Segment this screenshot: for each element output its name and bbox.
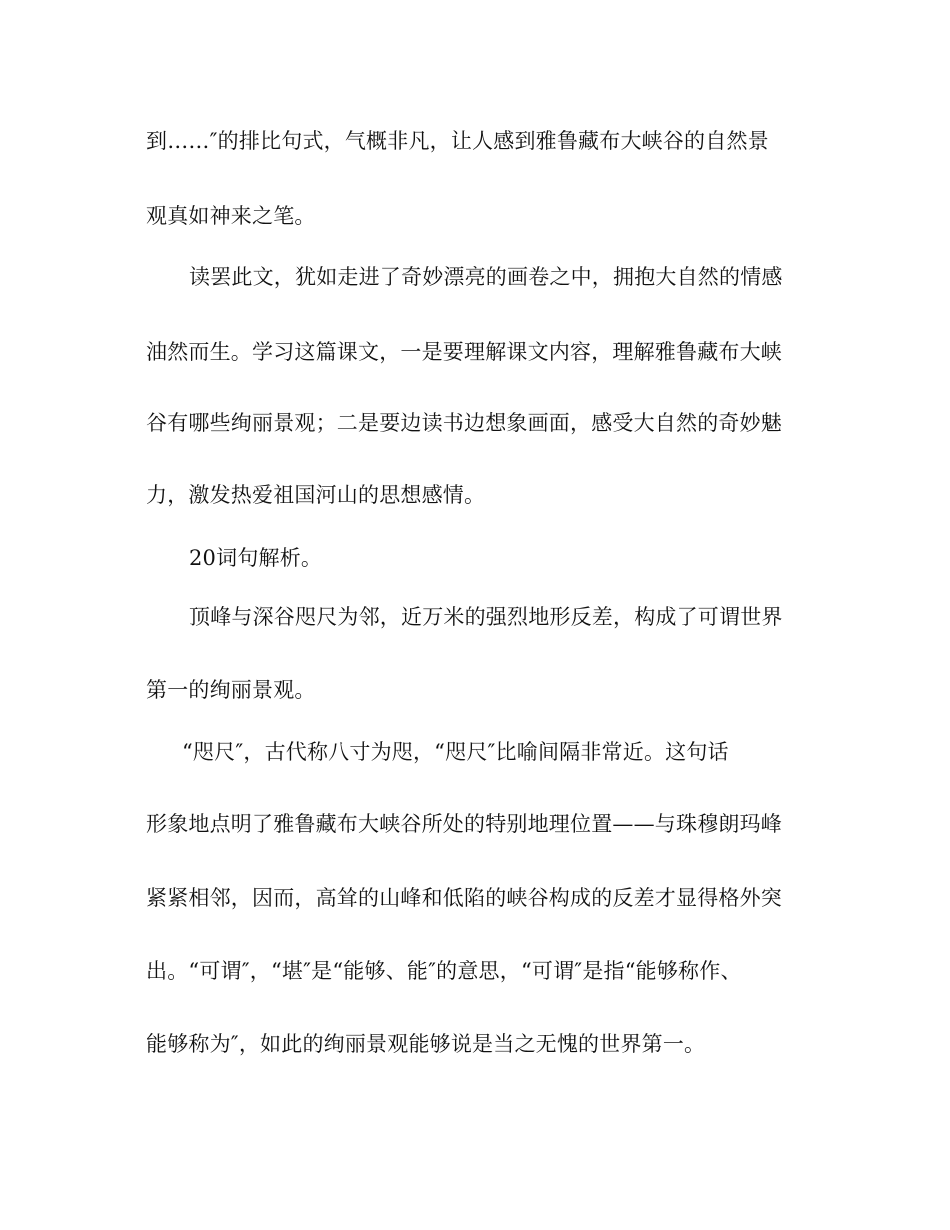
paragraph-line: 读罢此文，犹如走进了奇妙漂亮的画卷之中，拥抱大自然的情感 bbox=[189, 265, 783, 289]
paragraph-line: 第一的绚丽景观。 bbox=[146, 678, 316, 702]
paragraph-line: 观真如神来之笔。 bbox=[146, 204, 316, 228]
paragraph-line: 油然而生。学习这篇课文，一是要理解课文内容，理解雅鲁藏布大峡 bbox=[146, 340, 782, 364]
paragraph-line: 能够称为″，如此的绚丽景观能够说是当之无愧的世界第一。 bbox=[146, 1032, 706, 1056]
paragraph-line: 到……″的排比句式，气概非凡，让人感到雅鲁藏布大峡谷的自然景 bbox=[146, 129, 769, 153]
paragraph-line: 出。“可谓″，“堪″是“能够、能″的意思，“可谓″是指“能够称作、 bbox=[146, 959, 742, 983]
paragraph-line: 力，激发热爱祖国河山的思想感情。 bbox=[146, 483, 486, 507]
paragraph-line: 形象地点明了雅鲁藏布大峡谷所处的特别地理位置——与珠穆朗玛峰 bbox=[146, 812, 782, 836]
paragraph-line: “咫尺″，古代称八寸为咫，“咫尺″比喻间隔非常近。这句话 bbox=[182, 740, 729, 764]
paragraph-line: 顶峰与深谷咫尺为邻，近万米的强烈地形反差，构成了可谓世界 bbox=[189, 605, 783, 629]
paragraph-line: 谷有哪些绚丽景观；二是要边读书边想象画面，感受大自然的奇妙魅 bbox=[146, 411, 782, 435]
section-heading: 20词句解析。 bbox=[189, 546, 323, 570]
paragraph-line: 紧紧相邻，因而，高耸的山峰和低陷的峡谷构成的反差才显得格外突 bbox=[146, 886, 782, 910]
